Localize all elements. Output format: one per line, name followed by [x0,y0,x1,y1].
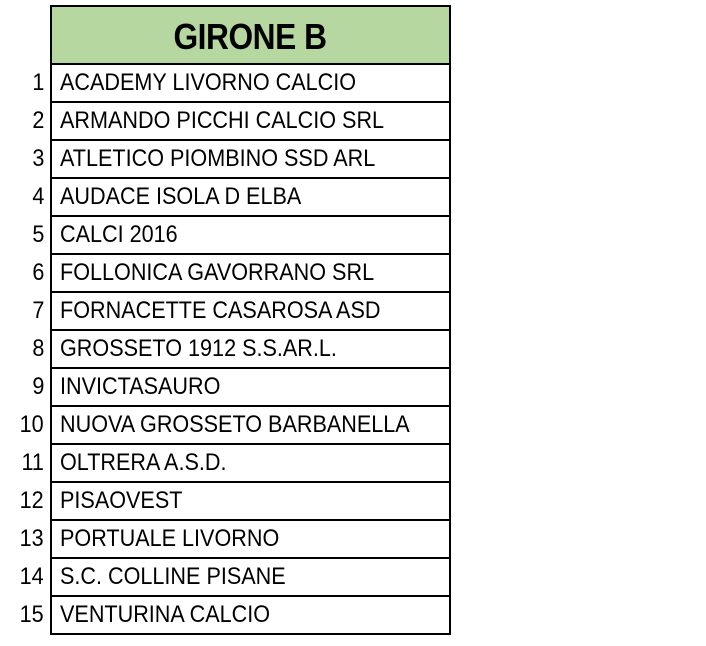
team-rows [0,64,450,634]
rank-cell [0,596,51,634]
rank-cell [0,64,51,102]
team-cell [51,368,450,406]
team-name: FORNACETTE CASAROSA ASD [60,297,381,324]
team-name: ACADEMY LIVORNO CALCIO [60,69,357,96]
table-row [0,216,450,254]
team-cell [51,330,450,368]
rank-cell [0,330,51,368]
team-cell [51,292,450,330]
team-cell [51,444,450,482]
rank-cell [0,368,51,406]
teams-table [0,5,451,635]
table-row [0,178,450,216]
team-cell [51,482,450,520]
team-name: PISAOVEST [60,487,183,514]
rank-cell [0,482,51,520]
rank-number: 7 [31,297,44,324]
rank-number: 12 [19,487,44,514]
rank-number: 3 [31,145,44,172]
group-title-cell [51,6,450,64]
rank-number: 15 [19,601,44,628]
rank-number: 6 [31,259,44,286]
team-cell [51,520,450,558]
team-cell [51,102,450,140]
rank-number: 2 [31,107,44,134]
table-row [0,482,450,520]
rank-number: 9 [31,373,44,400]
team-name: CALCI 2016 [60,221,178,248]
rank-cell [0,558,51,596]
table-row [0,558,450,596]
group-title: GIRONE B [173,16,327,57]
rank-cell [0,292,51,330]
rank-number: 10 [19,411,44,438]
team-name: GROSSETO 1912 S.S.AR.L. [60,335,337,362]
rank-number: 14 [19,563,44,590]
team-name: INVICTASAURO [60,373,221,400]
group-sheet [0,5,451,635]
team-name: FOLLONICA GAVORRANO SRL [60,259,375,286]
rank-number: 8 [31,335,44,362]
rank-number: 11 [21,449,44,476]
table-row [0,140,450,178]
team-cell [51,254,450,292]
table-row [0,596,450,634]
team-name: PORTUALE LIVORNO [60,525,280,552]
team-cell [51,140,450,178]
table-row [0,64,450,102]
team-cell [51,558,450,596]
team-name: ATLETICO PIOMBINO SSD ARL [60,145,376,172]
header-blank-cell [0,6,51,64]
team-name: ARMANDO PICCHI CALCIO SRL [60,107,385,134]
table-row [0,406,450,444]
team-cell [51,406,450,444]
team-cell [51,178,450,216]
rank-cell [0,178,51,216]
table-row [0,520,450,558]
team-name: NUOVA GROSSETO BARBANELLA [60,411,410,438]
rank-cell [0,406,51,444]
rank-number: 4 [31,183,44,210]
team-name: VENTURINA CALCIO [60,601,271,628]
rank-number: 1 [31,69,44,96]
team-name: OLTRERA A.S.D. [60,449,227,476]
team-cell [51,216,450,254]
rank-cell [0,102,51,140]
table-row [0,292,450,330]
table-row [0,254,450,292]
table-row [0,368,450,406]
table-row [0,330,450,368]
rank-cell [0,444,51,482]
rank-number: 13 [19,525,44,552]
rank-cell [0,140,51,178]
table-row [0,102,450,140]
team-cell [51,64,450,102]
team-cell [51,596,450,634]
team-name: S.C. COLLINE PISANE [60,563,286,590]
team-name: AUDACE ISOLA D ELBA [60,183,302,210]
rank-cell [0,254,51,292]
header-row [0,6,450,64]
table-row [0,444,450,482]
rank-cell [0,216,51,254]
rank-cell [0,520,51,558]
rank-number: 5 [31,221,44,248]
